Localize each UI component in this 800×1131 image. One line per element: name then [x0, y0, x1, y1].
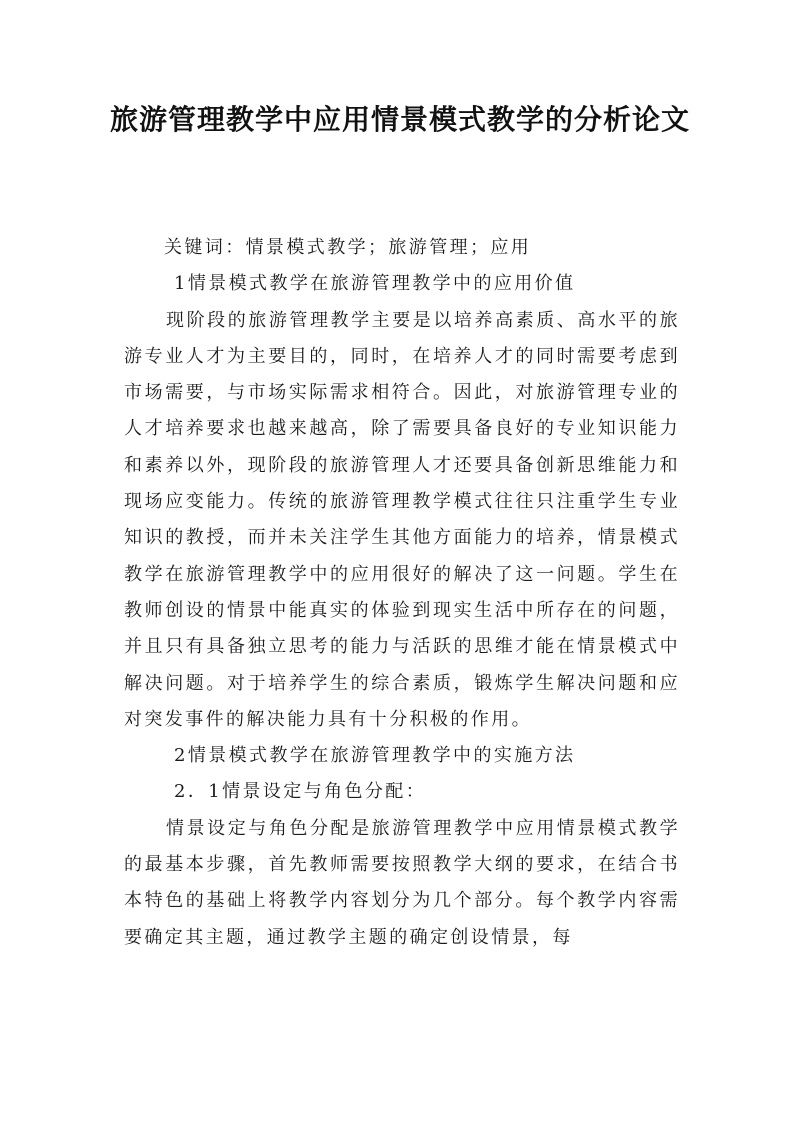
- subsection-heading-2-1: 2．1情景设定与角色分配：: [174, 781, 427, 803]
- section-1-paragraph: 现阶段的旅游管理教学主要是以培养高素质、高水平的旅游专业人才为主要目的，同时，在培养人才的同时需要考虑到市场需要，与市场实际需求相符合。因此，对旅游管理专业的人才培养要求也越来越高，除了需要具备良好的专业知识能力和素养以外，现阶段的旅游管理人才还要具备创新思维能力和现场应变能力。传统的旅游管理教学模式往往只注重学生专业知识的教授，而并未关注学生其他方面能力的培养，情景模式教学在旅游管理教学中的应用很好的解决了这一问题。学生在教师创设的情景中能真实的体验到现实生活中所存在的问题，并且只有具备独立思考的能力与活跃的思维才能在情景模式中解决问题。对于培养学生的综合素质，锻炼学生解决问题和应对突发事件的解决能力具有十分积极的作用。: [124, 309, 680, 730]
- section-heading-1: 1情景模式教学在旅游管理教学中的应用价值: [174, 273, 576, 295]
- document-title: 旅游管理教学中应用情景模式教学的分析论文: [109, 103, 690, 136]
- section-heading-2: 2情景模式教学在旅游管理教学中的实施方法: [174, 745, 576, 767]
- section-2-1-paragraph: 情景设定与角色分配是旅游管理教学中应用情景模式教学的最基本步骤，首先教师需要按照教学大纲的要求，在结合书本特色的基础上将教学内容划分为几个部分。每个教学内容需要确定其主题，通过教学主题的确定创设情景，每: [124, 817, 680, 948]
- document-body: [124, 230, 680, 956]
- keywords-line: 关键词：情景模式教学；旅游管理；应用: [164, 237, 532, 258]
